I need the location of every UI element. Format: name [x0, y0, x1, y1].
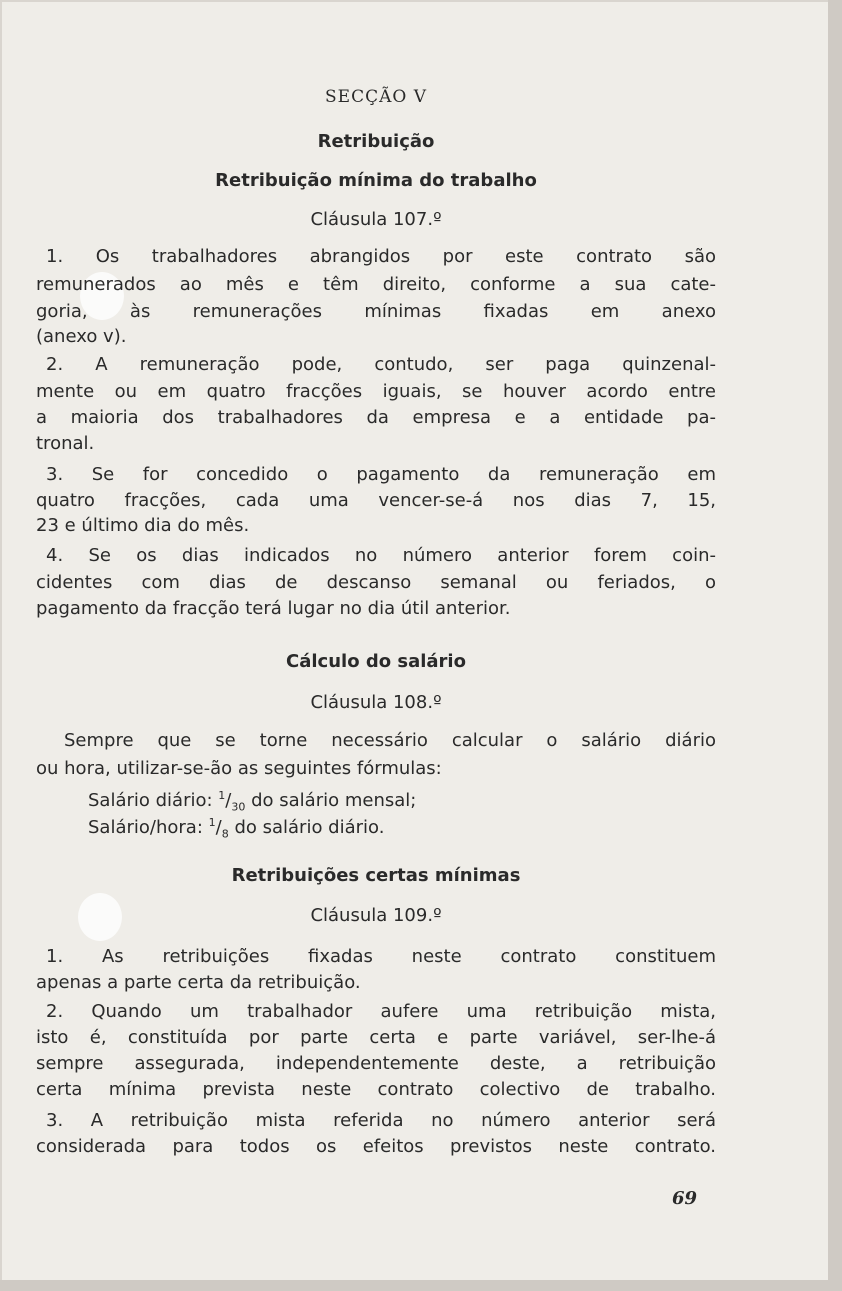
formula-hourly-label: Salário/hora: [88, 817, 203, 838]
clause-109-heading: Cláusula 109.º [310, 905, 442, 926]
clause-109-line: certa mínima prevista neste contrato colectivo de trabalho. [36, 1079, 716, 1100]
subtitle-certain-minimum: Retribuições certas mínimas [231, 865, 521, 886]
clause-107-line: 4. Se os dias indicados no número anterior forem coin- [46, 545, 716, 566]
clause-107-line: quatro fracções, cada uma vencer-se-á nos dias 7, 15, [36, 490, 716, 511]
formula-daily-numerator: 1 [218, 789, 226, 802]
clause-107-line: 23 e último dia do mês. [36, 515, 250, 536]
page-title: Retribuição [317, 131, 435, 152]
formula-daily-denominator: 30 [231, 800, 246, 814]
clause-107-line: cidentes com dias de descanso semanal ou feriados, o [36, 572, 716, 593]
formula-hourly-rest: do salário diário. [234, 817, 385, 838]
clause-109-line: 1. As retribuições fixadas neste contrato constituem [46, 946, 716, 967]
clause-109-line: considerada para todos os efeitos previstos neste contrato. [36, 1136, 716, 1157]
clause-107-line: remunerados ao mês e têm direito, conforme a sua cate- [36, 274, 716, 295]
clause-107-line: pagamento da fracção terá lugar no dia útil anterior. [36, 598, 511, 619]
page-number: 69 [672, 1188, 698, 1209]
clause-109-line: 2. Quando um trabalhador aufere uma retribuição mista, [46, 1001, 716, 1022]
formula-daily-slash: / [225, 790, 232, 811]
clause-109-line: 3. A retribuição mista referida no número anterior será [46, 1110, 716, 1131]
clause-108-line: Sempre que se torne necessário calcular o salário diário [64, 730, 716, 751]
formula-daily-rest: do salário mensal; [251, 790, 417, 811]
clause-109-line: isto é, constituída por parte certa e parte variável, ser-lhe-á [36, 1027, 716, 1048]
clause-107-line: 3. Se for concedido o pagamento da remuneração em [46, 464, 716, 485]
clause-107-line: goria, às remunerações mínimas fixadas em anexo [36, 301, 716, 322]
formula-hourly-slash: / [215, 817, 222, 838]
subtitle-minimum-wage: Retribuição mínima do trabalho [215, 170, 537, 191]
section-heading: SECÇÃO V [325, 87, 427, 107]
clause-108-line: ou hora, utilizar-se-ão as seguintes fórmulas: [36, 758, 442, 779]
clause-107-line: mente ou em quatro fracções iguais, se houver acordo entre [36, 381, 716, 402]
clause-107-line: 2. A remuneração pode, contudo, ser paga quinzenal- [46, 354, 716, 375]
clause-107-line: (anexo v). [36, 326, 127, 347]
clause-107-line: tronal. [36, 433, 95, 454]
clause-109-line: sempre assegurada, independentemente deste, a retribuição [36, 1053, 716, 1074]
formula-hourly-salary [88, 812, 384, 846]
clause-109-line: apenas a parte certa da retribuição. [36, 972, 361, 993]
clause-107-heading: Cláusula 107.º [310, 209, 442, 230]
formula-hourly-numerator: 1 [208, 816, 216, 829]
clause-107-line: a maioria dos trabalhadores da empresa e a entidade pa- [36, 407, 716, 428]
formula-daily-label: Salário diário: [88, 790, 213, 811]
formula-hourly-denominator: 8 [221, 827, 229, 841]
clause-107-line: 1. Os trabalhadores abrangidos por este contrato são [46, 246, 716, 267]
clause-108-heading: Cláusula 108.º [310, 692, 442, 713]
subtitle-salary-calculation: Cálculo do salário [286, 651, 466, 672]
